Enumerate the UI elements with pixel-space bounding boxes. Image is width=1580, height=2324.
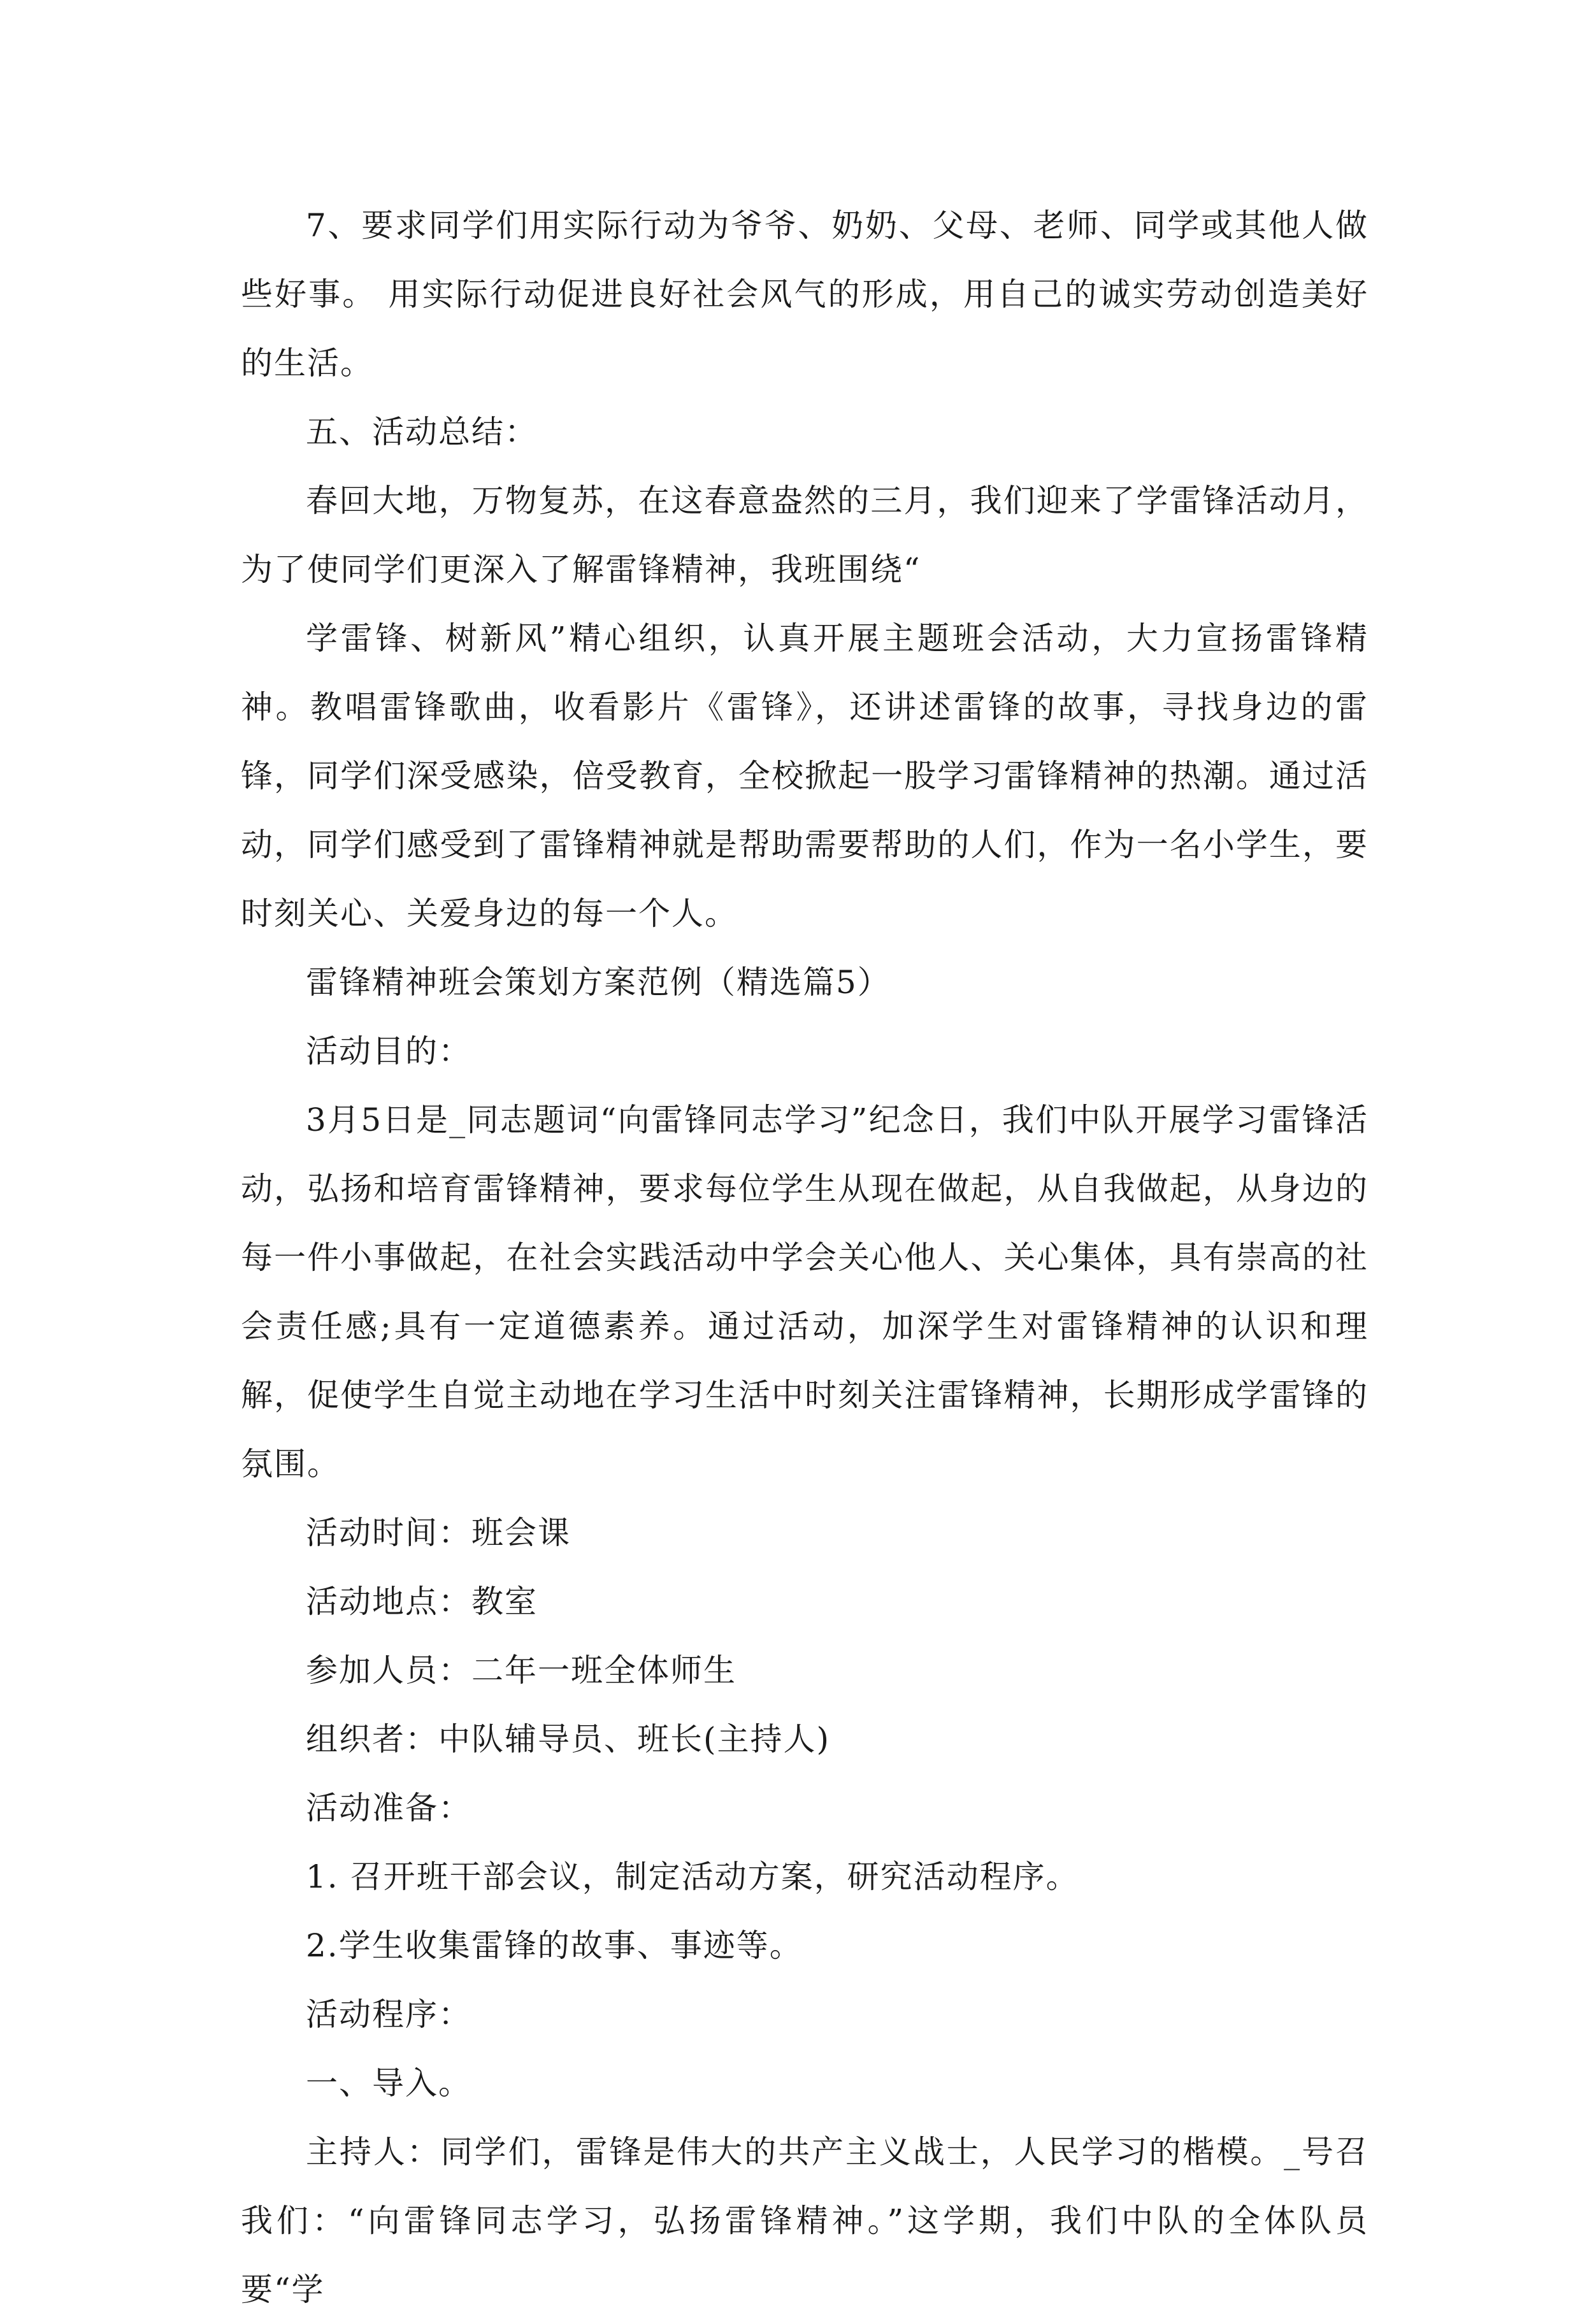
section-heading-summary: 五、活动总结：	[306, 413, 538, 450]
procedure-step-intro: 一、导入。	[306, 2065, 471, 2102]
paragraph-summary-1: 春回大地，万物复苏，在这春意盎然的三月，我们迎来了学雷锋活动月，为了使同学们更深入了解雷锋精神，我班围绕“	[241, 482, 1368, 588]
article-title: 雷锋精神班会策划方案范例（精选篇5）	[306, 964, 891, 1001]
document-body	[241, 191, 1368, 2324]
paragraph-activity-purpose: 3月5日是_同志题词“向雷锋同志学习”纪念日，我们中队开展学习雷锋活动，弘扬和培育雷锋精神，要求每位学生从现在做起，从自我做起，从身边的每一件小事做起，在社会实践活动中学会关心他人、关心集体，具有崇高的社会责任感;具有一定道德素养。通过活动，加深学生对雷锋精神的认识和理解，促使学生自觉主动地在学习生活中时刻关注雷锋精神，长期形成学雷锋的氛围。	[241, 1101, 1368, 1482]
preparation-item-2: 2.学生收集雷锋的故事、事迹等。	[306, 1927, 803, 1964]
heading-activity-purpose: 活动目的：	[306, 1033, 471, 1070]
paragraph-item-7: 7、要求同学们用实际行动为爷爷、奶奶、父母、老师、同学或其他人做些好事。 用实际行动促进良好社会风气的形成，用自己的诚实劳动创造美好的生活。	[241, 207, 1368, 382]
paragraph-summary-2: 学雷锋、树新风”精心组织，认真开展主题班会活动，大力宣扬雷锋精神。教唱雷锋歌曲，收看影片《雷锋》，还讲述雷锋的故事，寻找身边的雷锋，同学们深受感染，倍受教育，全校掀起一股学习雷锋精神的热潮。通过活动，同学们感受到了雷锋精神就是帮助需要帮助的人们，作为一名小学生，要时刻关心、关爱身边的每一个人。	[241, 620, 1368, 932]
heading-activity-procedure: 活动程序：	[306, 1996, 471, 2033]
activity-location: 活动地点：教室	[306, 1583, 538, 1620]
activity-organizers: 组织者：中队辅导员、班长(主持人)	[306, 1721, 831, 1758]
activity-time: 活动时间：班会课	[306, 1514, 571, 1551]
preparation-item-1: 1. 召开班干部会议，制定活动方案，研究活动程序。	[306, 1858, 1079, 1895]
heading-activity-preparation: 活动准备：	[306, 1790, 471, 1826]
paragraph-host-speech: 主持人：同学们，雷锋是伟大的共产主义战士，人民学习的楷模。_号召我们：“向雷锋同志学习，弘扬雷锋精神。”这学期，我们中队的全体队员要“学	[241, 2134, 1368, 2308]
activity-participants: 参加人员：二年一班全体师生	[306, 1652, 736, 1689]
